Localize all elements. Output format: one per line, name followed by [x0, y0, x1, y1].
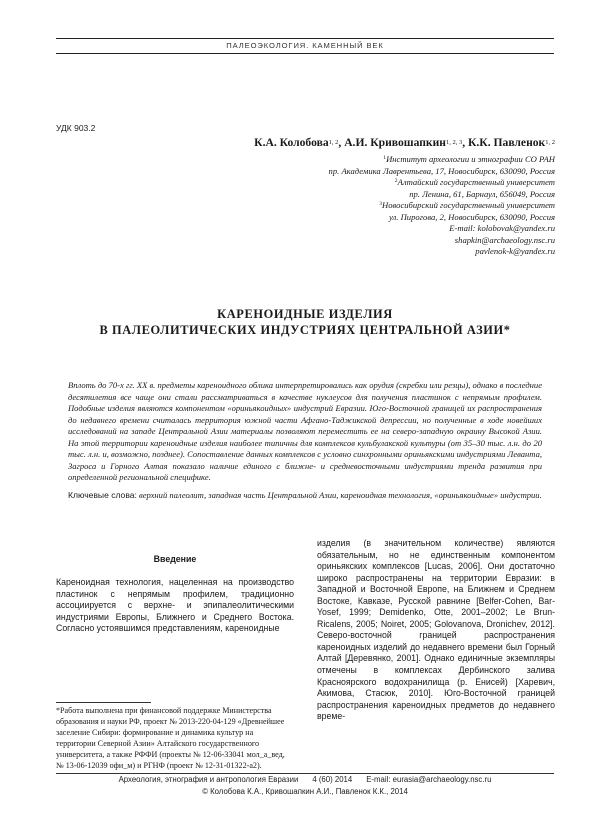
title-line: КАРЕНОИДНЫЕ ИЗДЕЛИЯ [217, 307, 393, 321]
footnote-divider [56, 702, 151, 703]
author-name: К.А. Колобова [254, 136, 329, 149]
author-affil-number: 1, 2, 3 [445, 139, 463, 146]
affiliation-line: пр. Академика Лаврентьева, 17, Новосибирск, 630090, Россия [328, 165, 555, 176]
section-heading-introduction: Введение [153, 554, 197, 564]
author-email: pavlenok-k@yandex.ru [475, 246, 555, 256]
article-title [56, 306, 554, 338]
author-name: А.И. Кривошапкин [344, 136, 446, 149]
journal-name: Археология, этнография и антропология Евразии [118, 775, 299, 784]
keywords [68, 490, 542, 502]
affiliation-line: ул. Пирогова, 2, Новосибирск, 630090, Россия [388, 211, 555, 222]
running-head: ПАЛЕОЭКОЛОГИЯ. КАМЕННЫЙ ВЕК [56, 38, 554, 54]
author-affil-number: 1, 2 [545, 139, 555, 146]
author-affil-number: 1, 2 [328, 139, 339, 146]
right-column [317, 538, 555, 723]
journal-issue: 4 (60) 2014 [312, 775, 353, 784]
author-name: К.К. Павленок [468, 136, 546, 149]
udk-code: УДК 903.2 [56, 123, 96, 133]
affiliation-line: $^1$Институт археологии и этнографии СО РАН [383, 154, 555, 164]
abstract: Вплоть до 70-х гг. XX в. предметы кареноидного облика интерпретировались как орудия (скребки или резцы), однако в последние десятилетия все чаще они стали рассматриваться в качестве нуклеусов для получения пластинок с непрямым профилем. Подобные изделия являются компонентом «ориньякоидных» индустрий Евразии. Юго-Восточной границей их распространения до недавнего времени считалась территория южной части Афгано-Таджикской депрессии, но полученные в ходе новейших исследований на западе Центральной Азии материалы позволяют переместить ее на северо-западную окраину Высокой Азии. На этой территории кареноидные изделия наиболее типичны для комплексов кульбулакской культуры (от 35–30 тыс. л.н. до 20 тыс. л.н. и, возможно, позднее). Сопоставление данных комплексов с условно синхронными ориньякскими индустриями Леванта, Загроса и Горного Алтая показало наличие единого с ближне- и средневосточными индустриями тренда развития при определенной региональной специфике. [68, 380, 542, 483]
authors-line: К.А. Колобова$^{1, 2}$, А.И. Кривошапкин$^{1, 2, 3}$, К.К. Павленок$^{1, 2}$ [254, 136, 555, 149]
affiliations [155, 154, 555, 258]
affiliation-line: пр. Ленина, 61, Барнаул, 656049, Россия [409, 188, 555, 199]
copyright-line: © Колобова К.А., Кривошапкин А.И., Павленок К.К., 2014 [202, 787, 408, 796]
affiliation-line: $^2$Алтайский государственный университет [394, 177, 555, 187]
author-email: E-mail: kolobovak@yandex.ru [449, 223, 555, 233]
left-column [56, 553, 294, 635]
footer-divider [56, 773, 554, 774]
keywords-label: Ключевые слова: [68, 490, 137, 500]
keywords-text: верхний палеолит, западная часть Центральной Азии, кареноидная технология, «ориньякоидные» индустрии. [139, 490, 542, 500]
title-line: В ПАЛЕОЛИТИЧЕСКИХ ИНДУСТРИЯХ ЦЕНТРАЛЬНОЙ АЗИИ* [99, 323, 511, 337]
footnote: *Работа выполнена при финансовой поддержке Министерства образования и науки РФ, проект № 2013-220-04-129 «Древнейшее заселение Сибири: формирование и динамика культур на территории Северной Азии» Алтайского государственного университета, а также РФФИ (проекты № 12-06-33041 мол_а_вед, № 13-06-12039 офи_м) и РГНФ (проект № 12-31-01322-а2). [56, 706, 285, 770]
body-paragraph: Кареноидная технология, нацеленная на производство пластинок с непрямым профилем, традиционно ассоциируется с верхне- и эпипалеолитическими индустриями Европы, Ближнего и Среднего Востока. Согласно устоявшимся представлениям, кареноидные [56, 577, 294, 634]
affiliation-line: $^3$Новосибирский государственный университет [379, 200, 555, 210]
journal-email: E-mail: eurasia@archaeology.nsc.ru [366, 775, 492, 784]
footer-journal-line [56, 775, 554, 784]
author-email: shapkin@archaeology.nsc.ru [454, 234, 555, 245]
body-paragraph: изделия (в значительном количестве) являются обязательным, но не единственным компонентом ориньякских комплексов [Lucas, 2006]. Они достаточно широко распространены на территории Евразии: в Западной и Восточной Европе, на Ближнем и Среднем Востоке, Кавказе, Русской равнине [Belfer-Cohen, Bar-Yosef, 1999; Demidenko, Otte, 2001–2002; Le Brun-Ricalens, 2005; Noiret, 2005; Golovanova, Dronichev, 2012]. Северо-восточной границей распространения кареноидных изделий до недавнего времени был Горный Алтай [Деревянко, 2001]. Однако единичные экземпляры отмечены в комплексах Дербинского залива Красноярского водохранилища (р. Енисей) [Харевич, Акимова, Стасюк, 2010]. Юго-Восточной границей распространения кареноидных предметов до недавнего време- [317, 538, 555, 722]
